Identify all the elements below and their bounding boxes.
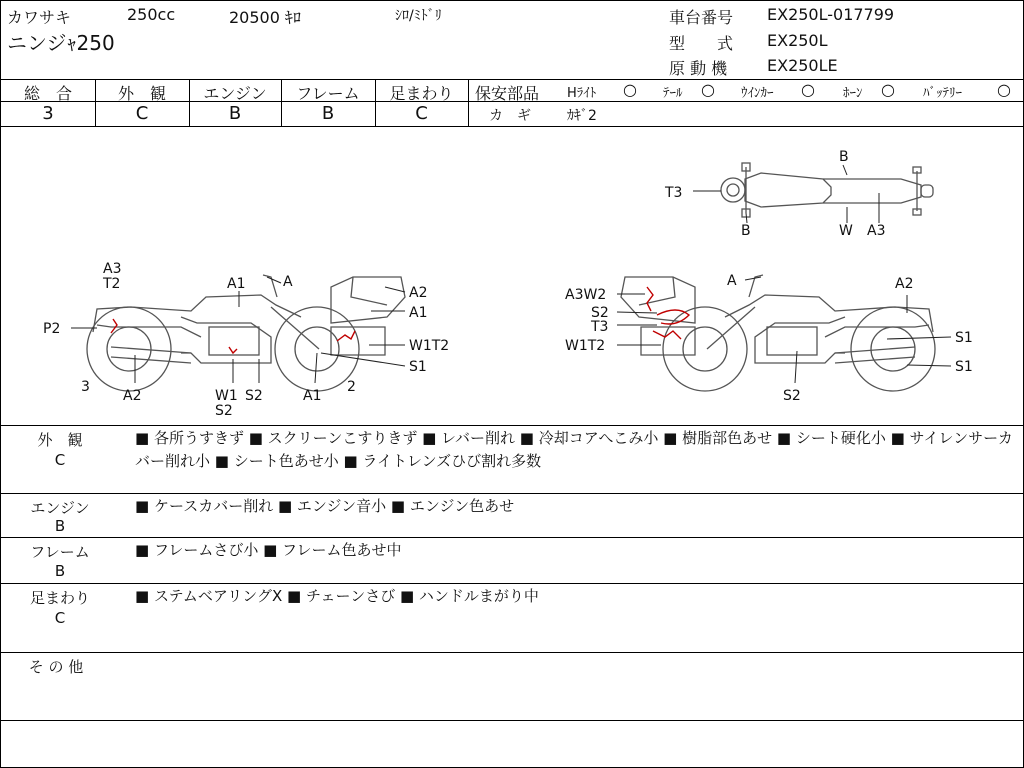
grade-value-appearance: C [135,103,149,124]
grade-header-frame: フレーム [296,84,360,103]
safety-item-winker: ｳｲﾝｶｰ [741,86,774,101]
diagram-label: P2 [43,321,61,337]
model-name: ニンジｬ250 [7,31,115,55]
diagram-label: A2 [123,388,142,404]
diagram-label: B [839,149,849,165]
diagram-label: T2 [103,276,121,292]
diagram-label: S2 [783,388,801,404]
diagram-label: T3 [665,185,683,201]
safety-item-headlight: Hﾗｲﾄ [567,86,597,101]
mileage: 20500 ｷﾛ [229,8,301,27]
engine-label: 原 動 機 [669,59,728,78]
section-grade-suspension: C [54,609,66,627]
diagram-label: W1T2 [565,338,606,354]
key-value: ｶｷﾞ2 [567,108,597,124]
safety-item-battery: ﾊﾞｯﾃﾘｰ [923,86,962,101]
bike-top-view [721,163,933,217]
section-label-frame: フレーム [30,543,90,561]
diagram-label: A1 [409,305,428,321]
diagram-label: B [741,223,751,239]
section-grade-appearance: C [54,451,66,469]
type-label: 型 式 [669,34,734,53]
diagram-label: A3W2 [565,287,607,303]
engine-value: EX250LE [767,56,838,75]
key-label: カ ギ [489,108,531,124]
grade-value-suspension: C [415,103,428,124]
divider [1,720,1023,721]
section-grade-engine: B [54,517,66,535]
safety-title: 保安部品 [475,84,540,103]
diagram-label: S2 [245,388,263,404]
grade-header-engine: エンジン [203,84,267,103]
diagram-label: W1T2 [409,338,450,354]
diagram-label: A3 [867,223,886,239]
grade-value-overall: 3 [42,103,54,124]
displacement: 250cc [127,5,176,24]
maker: カワサキ [7,8,72,27]
grade-value-engine: B [228,103,242,124]
section-label-engine: エンジン [30,499,90,517]
diagram-label: A1 [303,388,322,404]
diagram-label: W1 [215,388,238,404]
diagram-label: A2 [895,276,914,292]
diagram-label: S1 [409,359,427,375]
diagram-label: S2 [591,305,609,321]
section-label-suspension: 足まわり [29,589,90,607]
divider [1,493,1023,494]
section-grade-frame: B [54,562,66,580]
diagram-label: A [283,274,293,290]
section-label-appearance: 外 観 [37,431,83,449]
color: ｼﾛ/ﾐﾄﾞﾘ [395,8,442,24]
grade-header-suspension: 足まわり [389,84,454,103]
safety-mark-headlight: ○ [623,80,637,99]
divider [468,79,469,126]
safety-mark-battery: ○ [997,80,1011,99]
diagram-label: 3 [81,379,90,395]
divider [1,583,1023,584]
safety-item-tail: ﾃｰﾙ [663,86,683,101]
damage-diagram [1,127,1023,425]
chassis-value: EX250L-017799 [767,5,895,24]
grade-header-appearance: 外 観 [117,84,166,103]
diagram-label: 2 [347,379,356,395]
diagram-label: A1 [227,276,246,292]
grade-header-overall: 総 合 [23,84,72,103]
section-text-suspension: ■ ステムベアリングX ■ チェーンさび ■ ハンドルまがり中 [135,587,539,605]
diagram-label: S2 [215,403,233,419]
divider [469,101,1023,102]
diagram-label: A3 [103,261,122,277]
safety-item-horn: ﾎｰﾝ [843,86,863,101]
chassis-label: 車台番号 [669,8,734,27]
safety-mark-winker: ○ [801,80,815,99]
diagram-label: A2 [409,285,428,301]
safety-mark-tail: ○ [701,80,715,99]
diagram-label: T3 [591,319,609,335]
section-text-appearance: ■ 各所うすきず ■ スクリーンこすりきず ■ レバー削れ ■ 冷却コアへこみ小 ■ 樹脂部色あせ ■ シート硬化小 ■ サイレンサーカバー削れ小 ■ シート色あせ小 ■ ライトレンズひび割れ多数 [135,429,1013,470]
divider [1,652,1023,653]
diagram-label: S1 [955,359,973,375]
section-text-frame: ■ フレームさび小 ■ フレーム色あせ中 [135,541,402,559]
section-label-other: そ の 他 [28,658,84,676]
divider [1,537,1023,538]
divider [1,79,1023,80]
diagram-label: A [727,273,737,289]
type-value: EX250L [767,31,828,50]
diagram-label: S1 [955,330,973,346]
bike-right-side [621,275,935,391]
diagram-label: W [839,223,853,239]
section-text-engine: ■ ケースカバー削れ ■ エンジン音小 ■ エンジン色あせ [135,497,515,515]
safety-mark-horn: ○ [881,80,895,99]
divider [1,425,1023,426]
grade-value-frame: B [321,103,335,124]
